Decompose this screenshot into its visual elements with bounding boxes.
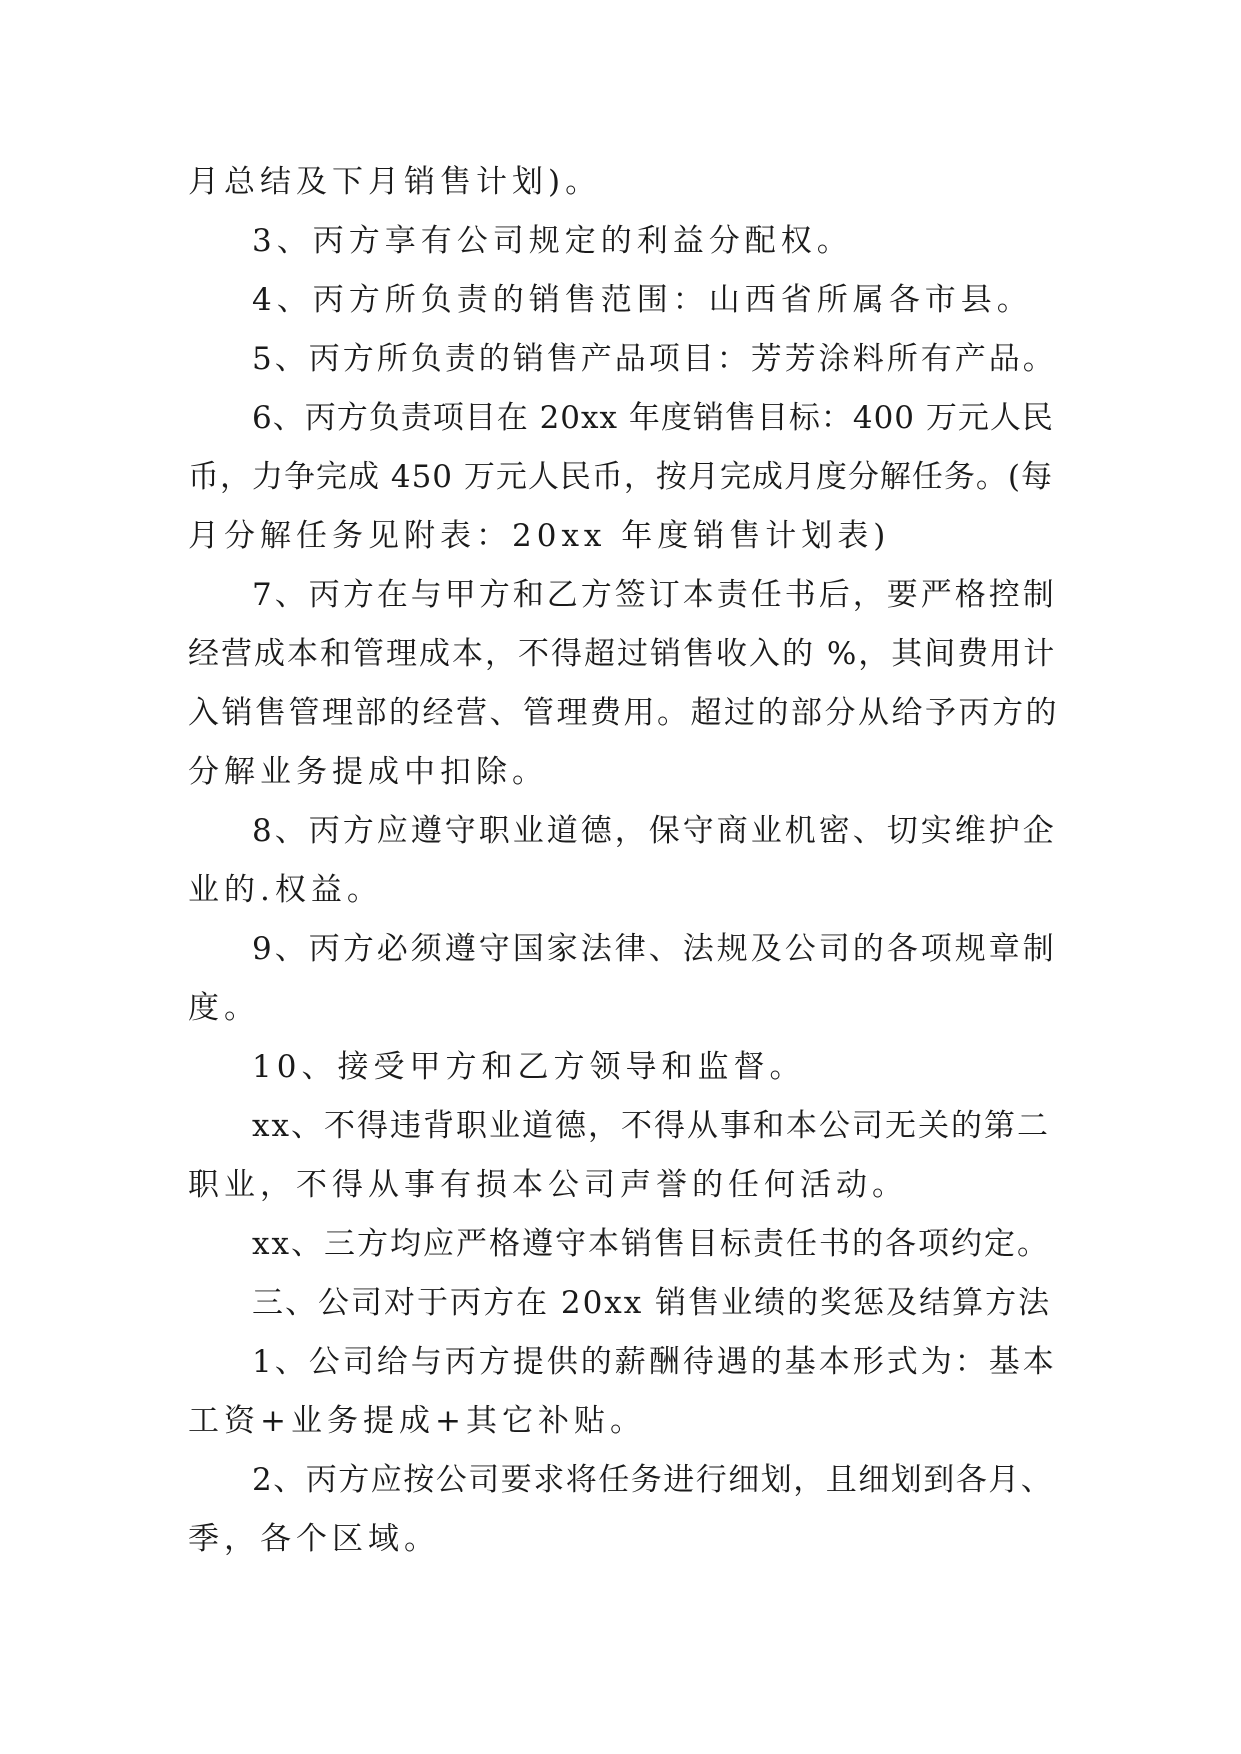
text-line: 6、丙方负责项目在 20xx 年度销售目标：400 万元人民 [252, 400, 1054, 436]
text-line: xx、不得违背职业道德，不得从事和本公司无关的第二 [252, 1108, 1050, 1144]
text-line: 业的.权益。 [188, 872, 383, 908]
text-line: 经营成本和管理成本，不得超过销售收入的 %，其间费用计 [188, 636, 1057, 672]
text-line: 季，各个区域。 [188, 1521, 440, 1557]
text-line: 入销售管理部的经营、管理费用。超过的部分从给予丙方的 [188, 695, 1059, 731]
text-line: 4、丙方所负责的销售范围：山西省所属各市县。 [252, 282, 1033, 318]
text-line: 度。 [188, 990, 260, 1026]
text-line: 7、丙方在与甲方和乙方签订本责任书后，要严格控制 [252, 577, 1057, 613]
text-line: 9、丙方必须遵守国家法律、法规及公司的各项规章制 [252, 931, 1057, 967]
text-line: 2、丙方应按公司要求将任务进行细划，且细划到各月、 [252, 1462, 1054, 1498]
text-line: 月总结及下月销售计划)。 [188, 164, 602, 200]
text-line: 分解业务提成中扣除。 [188, 754, 548, 790]
text-line: xx、三方均应严格遵守本销售目标责任书的各项约定。 [252, 1226, 1050, 1262]
text-line: 职业，不得从事有损本公司声誉的任何活动。 [188, 1167, 908, 1203]
text-line: 10、接受甲方和乙方领导和监督。 [252, 1049, 806, 1085]
section-heading: 三、公司对于丙方在 20xx 销售业绩的奖惩及结算方法 [252, 1285, 1052, 1321]
text-line: 5、丙方所负责的销售产品项目：芳芳涂料所有产品。 [252, 341, 1057, 377]
text-line: 1、公司给与丙方提供的薪酬待遇的基本形式为：基本 [252, 1344, 1057, 1380]
text-line: 工资+业务提成+其它补贴。 [188, 1403, 646, 1439]
text-line: 8、丙方应遵守职业道德，保守商业机密、切实维护企 [252, 813, 1057, 849]
text-line: 3、丙方享有公司规定的利益分配权。 [252, 223, 853, 259]
text-line: 月分解任务见附表：20xx 年度销售计划表) [188, 518, 891, 554]
text-line: 币，力争完成 450 万元人民币，按月完成月度分解任务。(每 [188, 459, 1053, 495]
